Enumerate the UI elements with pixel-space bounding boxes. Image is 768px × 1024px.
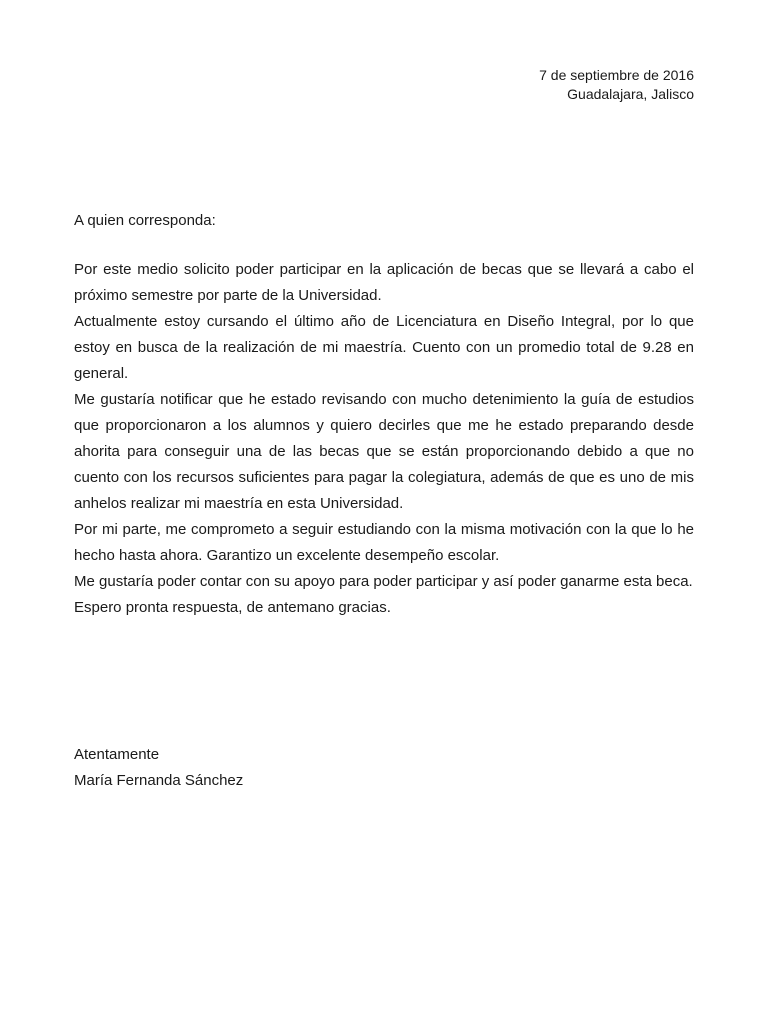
body-paragraph: Me gustaría notificar que he estado revisando con mucho detenimiento la guía de estudios que proporcionaron a los alumnos y quiero decirles que me he estado preparando desde ahorita para conseguir una de las becas que se están proporcionando debido a que no cuento con los recursos suficientes para pagar la colegiatura, además de que es uno de mis anhelos realizar mi maestría en esta Universidad. xyxy=(74,391,694,512)
body-paragraph: Actualmente estoy cursando el último año de Licenciatura en Diseño Integral, por lo que estoy en busca de la realización de mi maestría. Cuento con un promedio total de 9.28 en general. xyxy=(74,313,694,382)
closing-phrase: Atentamente xyxy=(74,746,160,763)
letter-date: 7 de septiembre de 2016 xyxy=(539,67,694,83)
body-paragraph: Me gustaría poder contar con su apoyo para poder participar y así poder ganarme esta beca. xyxy=(74,573,693,590)
date-location-block xyxy=(539,66,694,104)
letter-location: Guadalajara, Jalisco xyxy=(567,86,694,102)
salutation: A quien corresponda: xyxy=(74,212,216,229)
body-paragraph: Por mi parte, me comprometo a seguir estudiando con la misma motivación con la que lo he hecho hasta ahora. Garantizo un excelente desempeño escolar. xyxy=(74,521,694,564)
body-paragraph: Por este medio solicito poder participar en la aplicación de becas que se llevará a cabo el próximo semestre por parte de la Universidad. xyxy=(74,261,694,304)
letter-body xyxy=(74,257,694,621)
closing-block xyxy=(74,742,243,794)
signature-name: María Fernanda Sánchez xyxy=(74,772,244,789)
body-paragraph: Espero pronta respuesta, de antemano gracias. xyxy=(74,599,391,616)
